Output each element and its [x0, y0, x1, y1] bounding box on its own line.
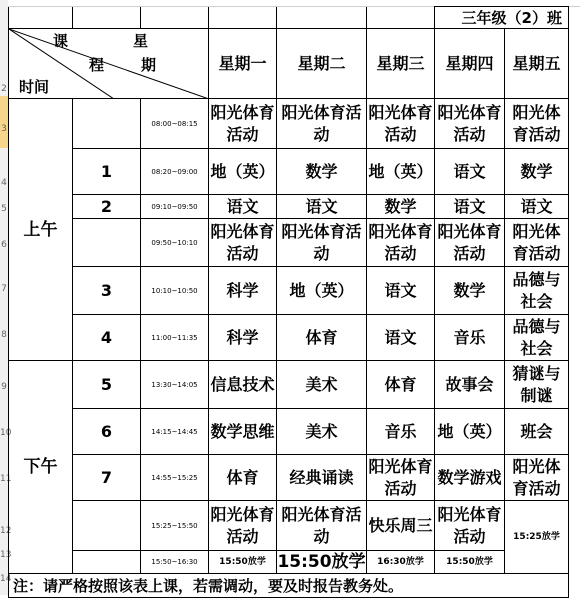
- class-cell: 品德与社会: [505, 267, 569, 315]
- time-slot: 08:00~08:15: [141, 99, 209, 149]
- time-slot: 11:00~11:35: [141, 315, 209, 361]
- class-cell: 快乐周三: [367, 501, 435, 551]
- empty-cell: [367, 7, 435, 29]
- header-diagonal-cell: [9, 29, 209, 99]
- period-number: 1: [73, 149, 141, 195]
- class-cell: 阳光体育活动: [209, 99, 277, 149]
- header-time: 时间: [19, 78, 50, 96]
- row-label-14[interactable]: 14: [0, 574, 12, 584]
- day-header: 星期四: [435, 29, 505, 99]
- row-label-6[interactable]: 6: [1, 240, 7, 250]
- time-slot: 10:10~10:50: [141, 267, 209, 315]
- time-slot: 13:30~14:05: [141, 361, 209, 409]
- period-number: [73, 99, 141, 149]
- class-cell: 阳光体育活动: [277, 501, 367, 551]
- day-header: 星期五: [505, 29, 569, 99]
- class-cell: 地（英）: [277, 267, 367, 315]
- row-label-12[interactable]: 12: [0, 526, 12, 536]
- footer-note: 注：请严格按照该表上课，若需调动，要及时报告教务处。: [9, 574, 569, 598]
- class-cell: 猜谜与制谜: [505, 361, 569, 409]
- class-cell: 美术: [277, 361, 367, 409]
- section-morning: 上午: [9, 99, 73, 361]
- class-cell: 语文: [277, 195, 367, 219]
- section-afternoon: 下午: [9, 361, 73, 574]
- empty-cell: [73, 7, 141, 29]
- class-cell: 班会: [505, 409, 569, 455]
- period-number: [73, 219, 141, 267]
- row-label-7[interactable]: 7: [1, 284, 7, 294]
- timetable: [8, 6, 569, 598]
- time-slot: 15:50~16:30: [141, 551, 209, 574]
- class-cell: 阳光体育活动: [505, 219, 569, 267]
- row-label-9[interactable]: 9: [1, 382, 7, 392]
- row-label-13[interactable]: 13: [0, 550, 12, 560]
- class-cell: 阳光体育活动: [367, 455, 435, 501]
- class-cell: 品德与社会: [505, 315, 569, 361]
- period-number: [73, 501, 141, 551]
- empty-cell: [141, 7, 209, 29]
- class-cell: 体育: [277, 315, 367, 361]
- period-number: 7: [73, 455, 141, 501]
- header-course: 课: [53, 32, 69, 50]
- class-cell: 信息技术: [209, 361, 277, 409]
- time-slot: 08:20~09:00: [141, 149, 209, 195]
- class-cell: 15:25放学: [505, 501, 569, 574]
- header-period: 程: [89, 56, 105, 74]
- class-cell: 科学: [209, 315, 277, 361]
- class-cell: 阳光体育活动: [435, 501, 505, 551]
- class-cell: 语文: [367, 267, 435, 315]
- class-cell: 美术: [277, 409, 367, 455]
- class-cell: 16:30放学: [367, 551, 435, 574]
- class-cell: 阳光体育活动: [505, 99, 569, 149]
- class-cell: 阳光体育活动: [435, 99, 505, 149]
- class-cell: 阳光体育活动: [277, 219, 367, 267]
- class-cell: 数学: [277, 149, 367, 195]
- class-cell: 数学游戏: [435, 455, 505, 501]
- row-label-10[interactable]: 10: [0, 428, 12, 438]
- class-cell: 音乐: [367, 409, 435, 455]
- class-cell: 数学思维: [209, 409, 277, 455]
- row-label-8[interactable]: 8: [1, 330, 7, 340]
- day-header: 星期二: [277, 29, 367, 99]
- class-cell: 语文: [209, 195, 277, 219]
- class-name: 三年级（2）班: [435, 7, 569, 29]
- class-cell: 数学: [505, 149, 569, 195]
- time-slot: 09:50~10:10: [141, 219, 209, 267]
- class-cell: 语文: [367, 315, 435, 361]
- header-week-top: 星: [133, 32, 149, 50]
- class-cell: 经典诵读: [277, 455, 367, 501]
- period-number: 3: [73, 267, 141, 315]
- time-slot: 09:10~09:50: [141, 195, 209, 219]
- period-number: [73, 551, 141, 574]
- empty-cell: [209, 7, 277, 29]
- period-number: 5: [73, 361, 141, 409]
- class-cell: 地（英）: [209, 149, 277, 195]
- class-cell: 语文: [435, 195, 505, 219]
- class-cell: 数学: [367, 195, 435, 219]
- row-label-11[interactable]: 11: [0, 474, 12, 484]
- class-cell: 地（英）: [367, 149, 435, 195]
- class-cell: 阳光体育活动: [435, 219, 505, 267]
- time-slot: 14:15~14:45: [141, 409, 209, 455]
- empty-cell: [277, 7, 367, 29]
- class-cell: 音乐: [435, 315, 505, 361]
- class-cell: 故事会: [435, 361, 505, 409]
- class-cell: 15:50放学: [277, 552, 366, 572]
- header-week-bottom: 期: [141, 56, 157, 74]
- class-cell: 阳光体育活动: [209, 219, 277, 267]
- class-cell: 体育: [209, 455, 277, 501]
- time-slot: 15:25~15:50: [141, 501, 209, 551]
- day-header: 星期一: [209, 29, 277, 99]
- period-number: 6: [73, 409, 141, 455]
- class-cell: 科学: [209, 267, 277, 315]
- class-cell: 阳光体育活动: [209, 501, 277, 551]
- class-cell: 15:50放学: [209, 551, 277, 574]
- class-cell: 15:50放学: [435, 551, 505, 574]
- class-cell: 阳光体育活动: [367, 99, 435, 149]
- row-label-2[interactable]: 2: [1, 84, 7, 94]
- class-cell: 阳光体育活动: [367, 219, 435, 267]
- day-header: 星期三: [367, 29, 435, 99]
- class-cell: 数学: [435, 267, 505, 315]
- class-cell: 语文: [505, 195, 569, 219]
- class-cell: 语文: [435, 149, 505, 195]
- row-label-4[interactable]: 4: [1, 178, 7, 188]
- selected-row-highlight: [0, 96, 8, 148]
- class-cell: 地（英）: [435, 409, 505, 455]
- empty-cell: [9, 7, 73, 29]
- period-number: 4: [73, 315, 141, 361]
- period-number: 2: [73, 195, 141, 219]
- row-label-3[interactable]: 3: [1, 124, 7, 134]
- row-label-5[interactable]: 5: [1, 204, 7, 214]
- class-cell: 阳光体育活动: [277, 99, 367, 149]
- class-cell: 阳光体育活动: [505, 455, 569, 501]
- time-slot: 14:55~15:25: [141, 455, 209, 501]
- class-cell: 体育: [367, 361, 435, 409]
